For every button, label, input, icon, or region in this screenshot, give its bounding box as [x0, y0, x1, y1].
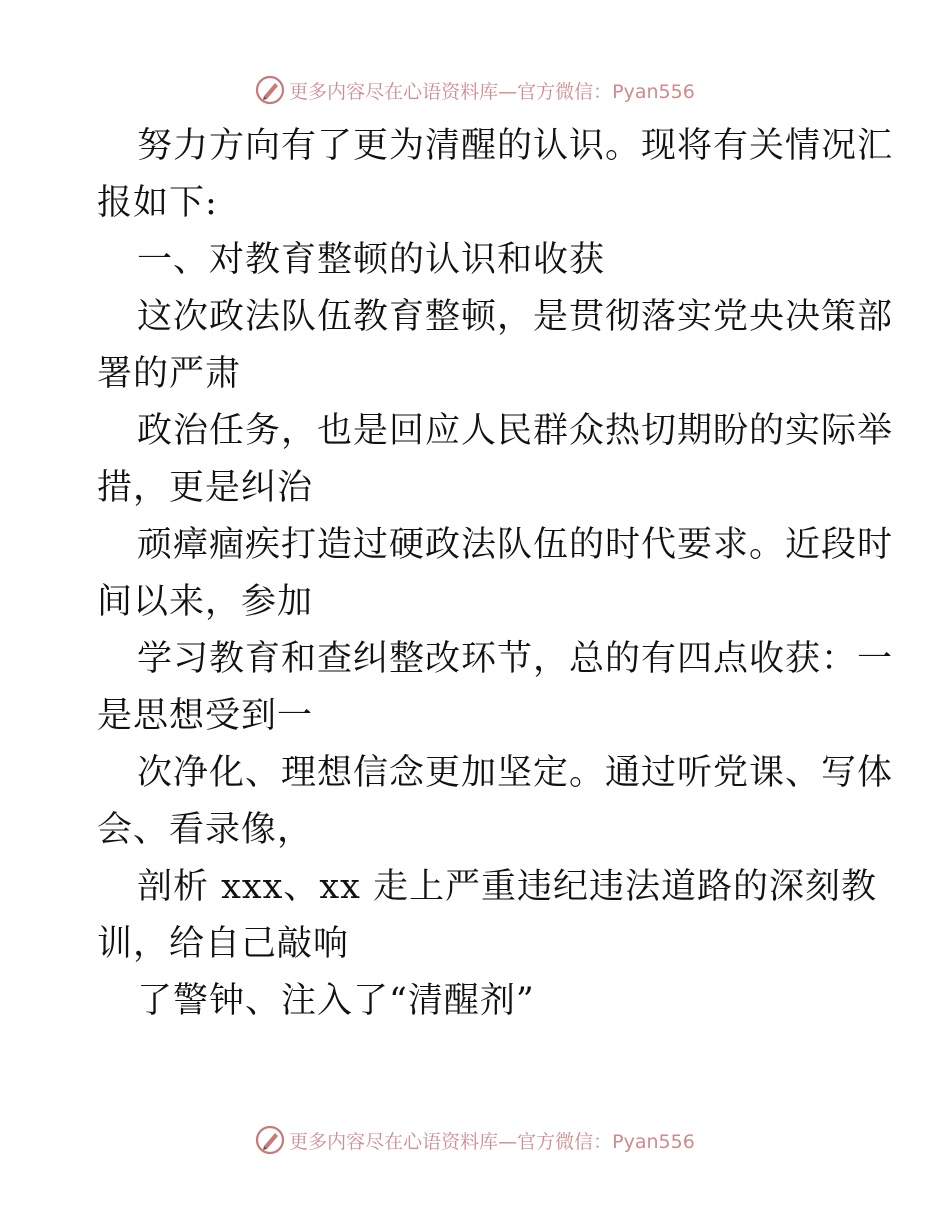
- text-line: 署的严肃: [97, 354, 242, 394]
- document-body: [97, 118, 894, 1030]
- header-watermark-banner: [0, 70, 950, 110]
- text-line: 努力方向有了更为清醒的认识。现将有关情况汇: [137, 126, 894, 166]
- text-line: 报如下:: [97, 183, 218, 223]
- section-heading: 一、对教育整顿的认识和收获: [137, 240, 606, 280]
- banner-text: 更多内容尽在心语资料库—官方微信：Pyan556: [289, 1130, 695, 1153]
- text-line: 学习教育和查纠整改环节，总的有四点收获：一: [137, 639, 894, 679]
- text-line: 间以来，参加: [97, 582, 314, 622]
- pen-circle-logo-icon: [255, 1125, 285, 1155]
- text-line: 顽瘴痼疾打造过硬政法队伍的时代要求。近段时: [137, 525, 894, 565]
- text-line: 政治任务，也是回应人民群众热切期盼的实际举: [137, 411, 894, 451]
- footer-watermark-banner: [0, 1120, 950, 1160]
- text-line: 是思想受到一: [97, 696, 314, 736]
- banner-text: 更多内容尽在心语资料库—官方微信：Pyan556: [289, 80, 695, 103]
- text-line: 次净化、理想信念更加坚定。通过听党课、写体: [137, 753, 894, 793]
- text-line: 剖析 xxx、xx 走上严重违纪违法道路的深刻教: [137, 867, 877, 907]
- pen-circle-logo-icon: [255, 75, 285, 105]
- text-line: 会、看录像，: [97, 810, 314, 850]
- text-line: 了警钟、注入了“清醒剂”: [137, 981, 535, 1021]
- text-line: 训，给自己敲响: [97, 924, 350, 964]
- text-line: 这次政法队伍教育整顿，是贯彻落实党央决策部: [137, 297, 894, 337]
- text-line: 措，更是纠治: [97, 468, 314, 508]
